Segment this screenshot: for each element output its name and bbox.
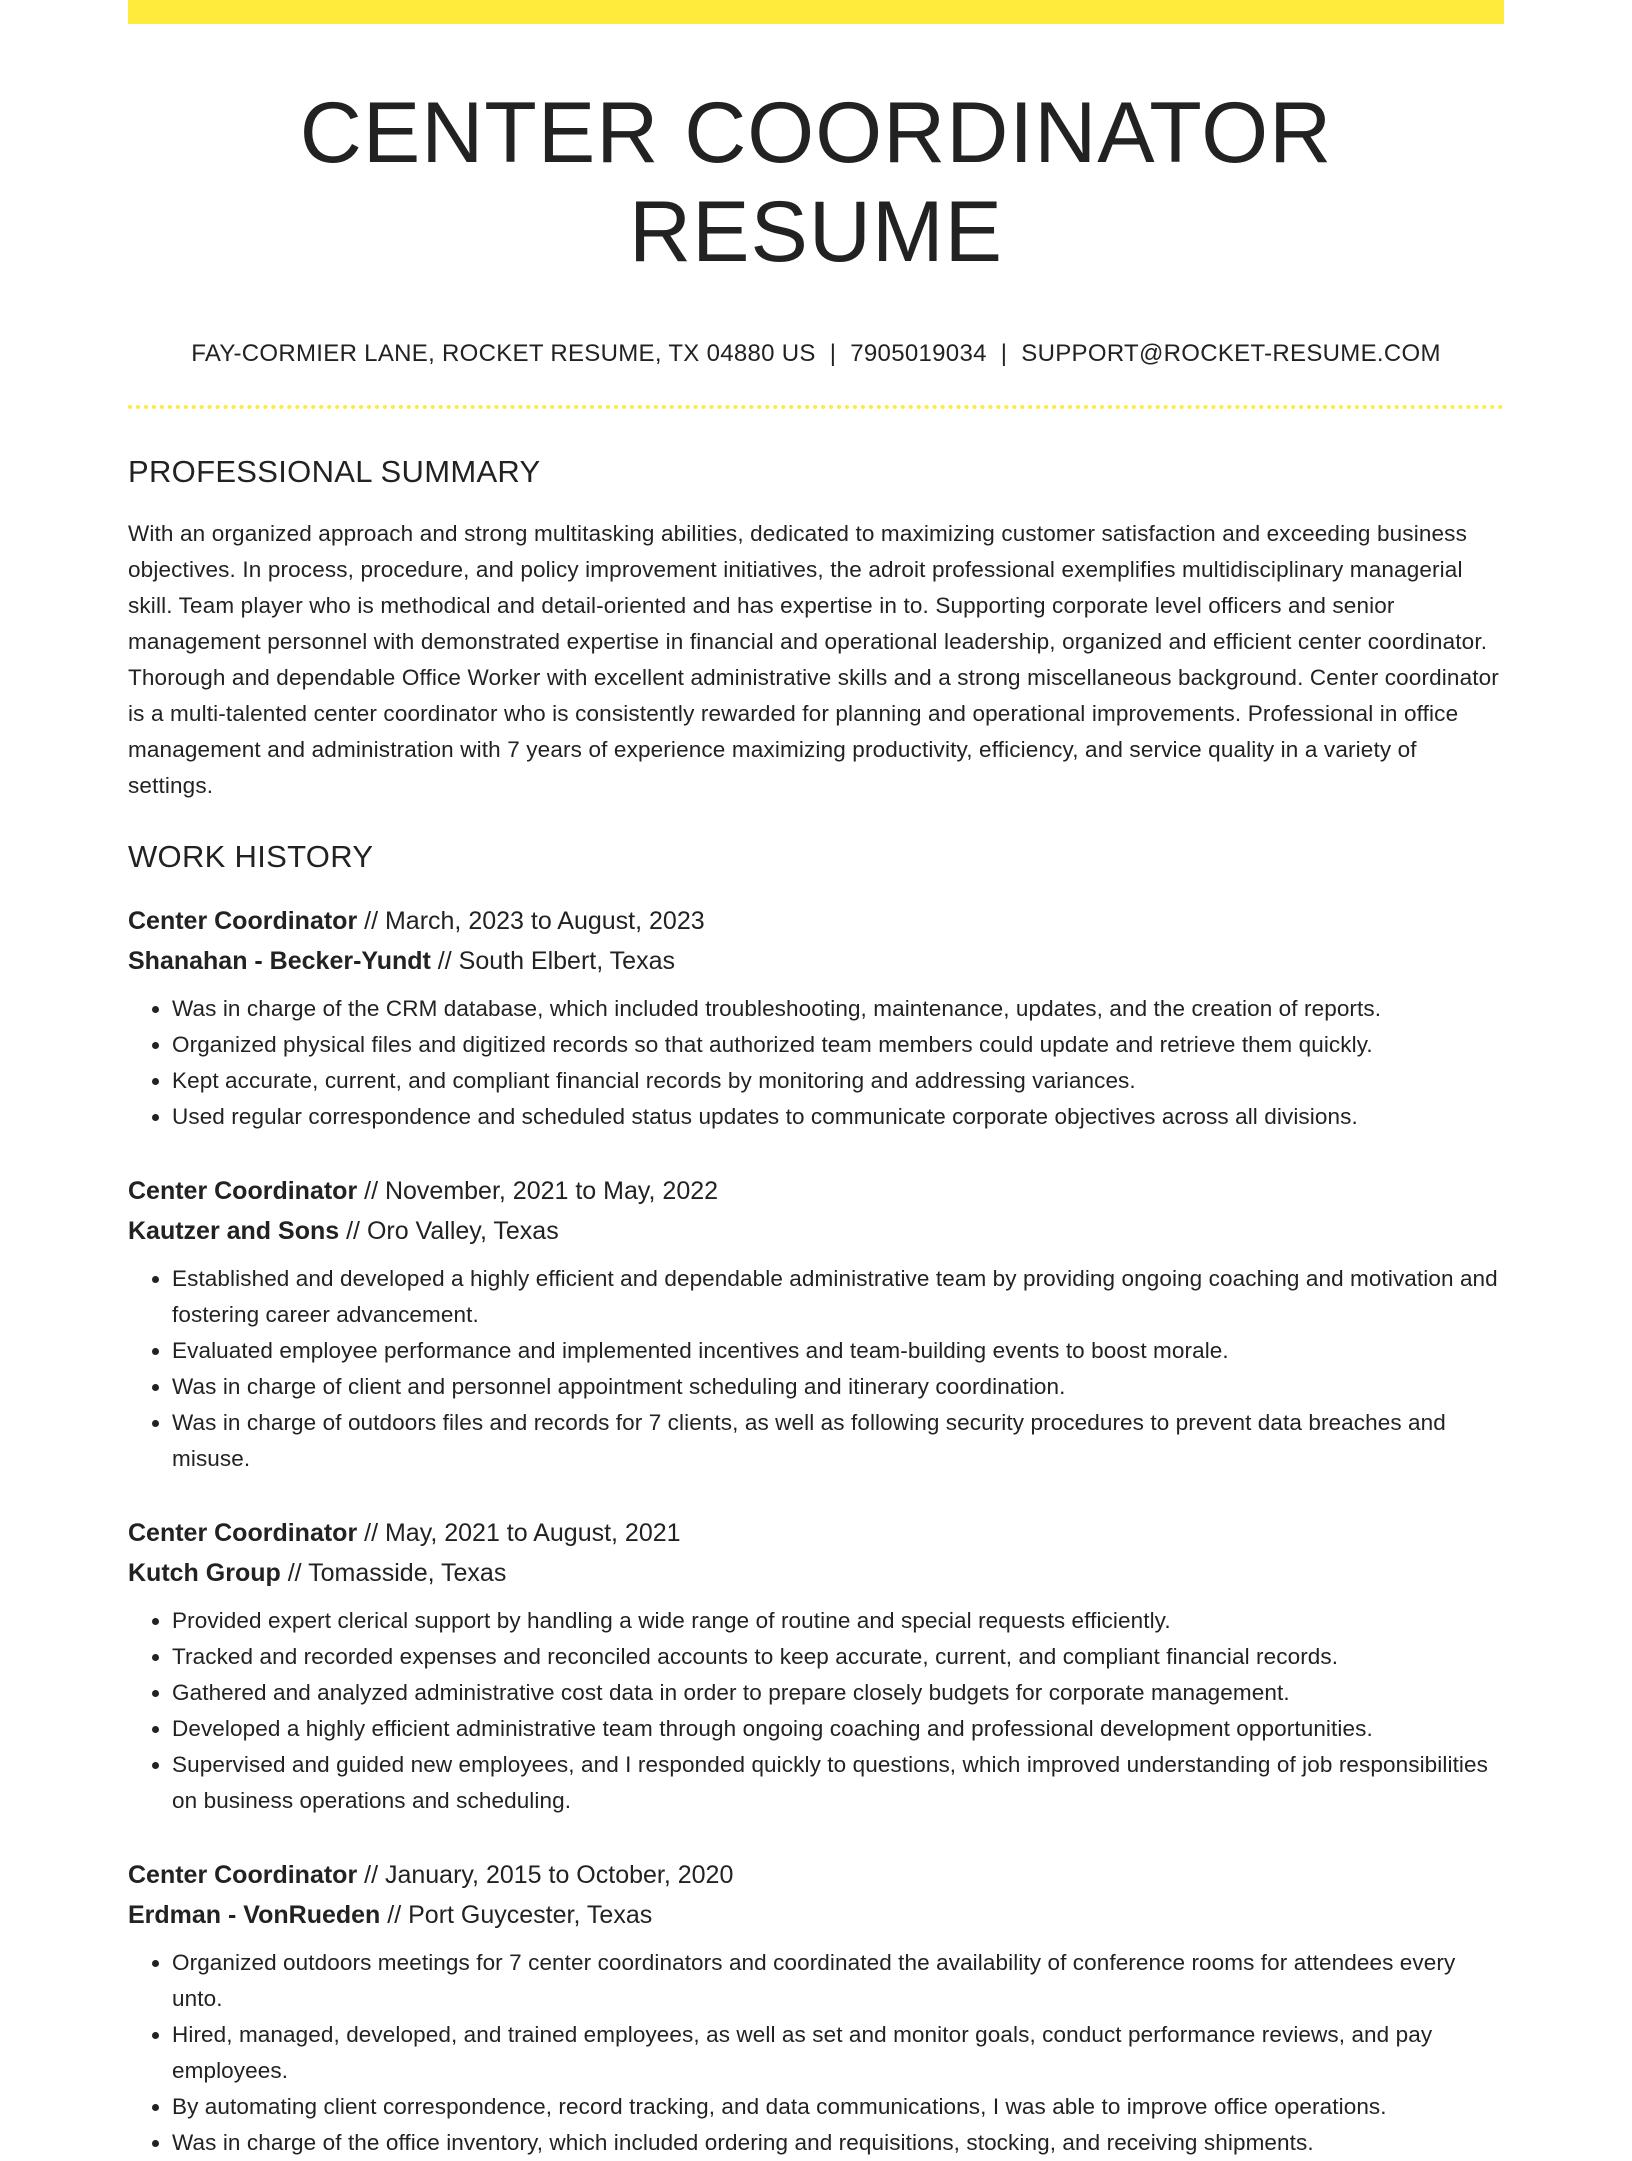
job-bullet: • Tracked and recorded expenses and reconciled accounts to keep accurate, current, and compliant financial records. — [172, 1639, 1504, 1675]
job-bullet: • Organized outdoors meetings for 7 center coordinators and coordinated the availability of conference rooms for attendees every unto. — [172, 1945, 1504, 2017]
job-bullet: • Evaluated employee performance and implemented incentives and team-building events to boost morale. — [172, 1333, 1504, 1369]
job-bullet: • Hired, managed, developed, and trained employees, as well as set and monitor goals, conduct performance reviews, and pay employees. — [172, 2017, 1504, 2089]
job-title-line — [128, 1171, 1504, 1211]
contact-separator: | — [829, 339, 837, 367]
job-dates: // November, 2021 to May, 2022 — [357, 1176, 719, 1205]
job-bullet: • Was in charge of the office inventory, which included ordering and requisitions, stocking, and receiving shipments. — [172, 2125, 1504, 2161]
job-entry — [128, 901, 1504, 1135]
job-bullet: • Was in charge of outdoors files and records for 7 clients, as well as following security procedures to prevent data breaches and misuse. — [172, 1405, 1504, 1477]
job-bullet: • Developed a highly efficient administrative team through ongoing coaching and professional development opportunities. — [172, 1711, 1504, 1747]
job-bullets — [128, 1945, 1504, 2161]
job-title: Center Coordinator — [128, 1518, 358, 1547]
job-location: // Oro Valley, Texas — [339, 1216, 559, 1245]
job-bullet: • Was in charge of client and personnel appointment scheduling and itinerary coordination. — [172, 1369, 1504, 1405]
job-location: // South Elbert, Texas — [430, 946, 675, 975]
job-bullet: • Organized physical files and digitized records so that authorized team members could update and retrieve them quickly. — [172, 1027, 1504, 1063]
job-company-line — [128, 941, 1504, 981]
job-dates: // January, 2015 to October, 2020 — [357, 1860, 734, 1889]
contact-address: FAY-CORMIER LANE, ROCKET RESUME, TX 04880 US — [191, 339, 816, 367]
job-company: Erdman - VonRueden — [128, 1900, 381, 1929]
job-bullet: • Used regular correspondence and scheduled status updates to communicate corporate objectives across all divisions. — [172, 1099, 1504, 1135]
job-title: Center Coordinator — [128, 906, 358, 935]
job-bullet: • Provided expert clerical support by handling a wide range of routine and special requests efficiently. — [172, 1603, 1504, 1639]
top-accent-bar — [128, 0, 1504, 24]
contact-line — [128, 340, 1504, 369]
summary-heading: PROFESSIONAL SUMMARY — [128, 453, 541, 489]
job-title-line — [128, 901, 1504, 941]
job-entry — [128, 1855, 1504, 2161]
job-bullet: • Gathered and analyzed administrative cost data in order to prepare closely budgets for corporate management. — [172, 1675, 1504, 1711]
job-bullet: • Established and developed a highly efficient and dependable administrative team by providing ongoing coaching and motivation and fostering career advancement. — [172, 1261, 1504, 1333]
job-company-line — [128, 1553, 1504, 1593]
job-entry — [128, 1513, 1504, 1819]
contact-separator: | — [1000, 339, 1008, 367]
job-bullets — [128, 991, 1504, 1135]
job-bullets — [128, 1261, 1504, 1477]
job-company: Shanahan - Becker-Yundt — [128, 946, 431, 975]
header-divider — [128, 405, 1504, 409]
job-company: Kutch Group — [128, 1558, 281, 1587]
job-company: Kautzer and Sons — [128, 1216, 340, 1245]
job-title-line — [128, 1855, 1504, 1895]
summary-text: With an organized approach and strong multitasking abilities, dedicated to maximizing customer satisfaction and exceeding business objectives. In process, procedure, and policy improvement initiatives, the adroit professional exemplifies multidisciplinary managerial skill. Team player who is methodical and detail-oriented and has expertise in to. Supporting corporate level officers and senior management personnel with demonstrated expertise in financial and operational leadership, organized and efficient center coordinator. Thorough and dependable Office Worker with excellent administrative skills and a strong miscellaneous background. Center coordinator is a multi-talented center coordinator who is consistently rewarded for planning and operational improvements. Professional in office management and administration with 7 years of experience maximizing productivity, efficiency, and service quality in a variety of settings. — [128, 520, 1499, 798]
job-title-line — [128, 1513, 1504, 1553]
contact-phone: 7905019034 — [850, 339, 987, 367]
resume-title: CENTER COORDINATOR RESUME — [299, 85, 1333, 280]
job-bullet: • Kept accurate, current, and compliant financial records by monitoring and addressing variances. — [172, 1063, 1504, 1099]
contact-email: SUPPORT@ROCKET-RESUME.COM — [1021, 339, 1441, 367]
job-company-line — [128, 1211, 1504, 1251]
job-location: // Tomasside, Texas — [280, 1558, 507, 1587]
job-bullet: • Was in charge of the CRM database, which included troubleshooting, maintenance, updates, and the creation of reports. — [172, 991, 1504, 1027]
job-title: Center Coordinator — [128, 1860, 358, 1889]
work-history-heading: WORK HISTORY — [128, 838, 374, 874]
job-company-line — [128, 1895, 1504, 1935]
job-title: Center Coordinator — [128, 1176, 358, 1205]
job-location: // Port Guycester, Texas — [380, 1900, 653, 1929]
job-bullet: • Supervised and guided new employees, and I responded quickly to questions, which improved understanding of job responsibilities on business operations and scheduling. — [172, 1747, 1504, 1819]
job-dates: // March, 2023 to August, 2023 — [357, 906, 705, 935]
job-bullet: • By automating client correspondence, record tracking, and data communications, I was able to improve office operations. — [172, 2089, 1504, 2125]
job-dates: // May, 2021 to August, 2021 — [357, 1518, 681, 1547]
job-bullets — [128, 1603, 1504, 1819]
job-entry — [128, 1171, 1504, 1477]
resume-page — [128, 0, 1504, 2161]
